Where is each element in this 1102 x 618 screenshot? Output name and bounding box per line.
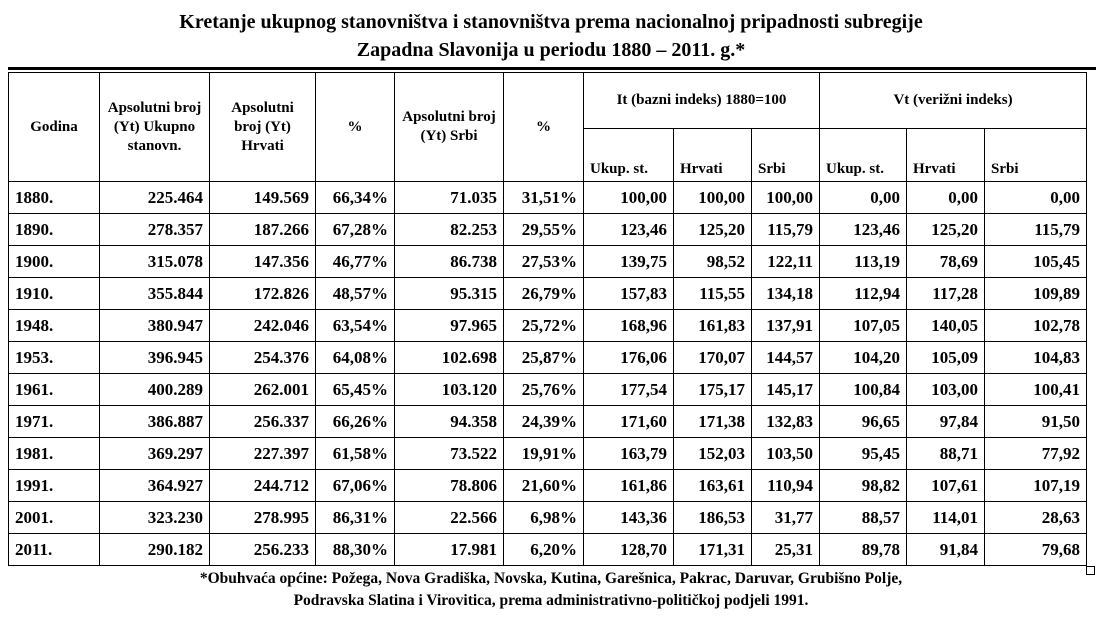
table-cell: 82.253 — [395, 214, 504, 246]
table-cell: 28,63 — [985, 502, 1087, 534]
table-cell: 171,38 — [674, 406, 752, 438]
table-header — [9, 73, 1087, 182]
table-cell: 0,00 — [985, 182, 1087, 214]
table-cell: 46,77% — [316, 246, 395, 278]
table-row — [9, 310, 1087, 342]
year-cell: 1948. — [9, 310, 100, 342]
header-pct-srbi: % — [504, 73, 584, 182]
table-cell: 137,91 — [752, 310, 820, 342]
year-cell: 1910. — [9, 278, 100, 310]
table-cell: 91,50 — [985, 406, 1087, 438]
table-cell: 134,18 — [752, 278, 820, 310]
table-cell: 29,55% — [504, 214, 584, 246]
table-cell: 113,19 — [820, 246, 907, 278]
table-cell: 143,36 — [584, 502, 674, 534]
table-cell: 139,75 — [584, 246, 674, 278]
table-cell: 86.738 — [395, 246, 504, 278]
table-cell: 103.120 — [395, 374, 504, 406]
table-cell: 78.806 — [395, 470, 504, 502]
table-row — [9, 534, 1087, 566]
table-row — [9, 374, 1087, 406]
table-cell: 315.078 — [100, 246, 210, 278]
table-cell: 104,20 — [820, 342, 907, 374]
table-cell: 77,92 — [985, 438, 1087, 470]
header-pct-hrvati: % — [316, 73, 395, 182]
header-vt: Vt (verižni indeks) — [820, 73, 1087, 129]
table-cell: 71.035 — [395, 182, 504, 214]
footnote-line-2: Podravska Slatina i Virovitica, prema administrativno-političkoj podjeli 1991. — [293, 592, 809, 609]
table-cell: 94.358 — [395, 406, 504, 438]
table-row — [9, 246, 1087, 278]
table-cell: 262.001 — [210, 374, 316, 406]
table-cell: 114,01 — [907, 502, 985, 534]
table-cell: 175,17 — [674, 374, 752, 406]
table-cell: 78,69 — [907, 246, 985, 278]
footnote-line-1: *Obuhvaća općine: Požega, Nova Gradiška, Novska, Kutina, Garešnica, Pakrac, Daruvar, Grubišno Polje, — [199, 570, 903, 587]
table-cell: 161,83 — [674, 310, 752, 342]
header-abs-ukupno: Apsolutni broj (Yt) Ukupno stanovn. — [100, 73, 210, 182]
table-cell: 369.297 — [100, 438, 210, 470]
year-cell: 1961. — [9, 374, 100, 406]
table-cell: 22.566 — [395, 502, 504, 534]
table-cell: 67,28% — [316, 214, 395, 246]
table-row — [9, 214, 1087, 246]
table-cell: 125,20 — [674, 214, 752, 246]
table-cell: 103,00 — [907, 374, 985, 406]
table-cell: 21,60% — [504, 470, 584, 502]
table-cell: 100,00 — [752, 182, 820, 214]
table-cell: 112,94 — [820, 278, 907, 310]
table-cell: 380.947 — [100, 310, 210, 342]
year-cell: 1981. — [9, 438, 100, 470]
table-cell: 95,45 — [820, 438, 907, 470]
table-cell: 103,50 — [752, 438, 820, 470]
table-cell: 177,54 — [584, 374, 674, 406]
table-cell: 168,96 — [584, 310, 674, 342]
year-cell: 1971. — [9, 406, 100, 438]
header-vt-srbi: Srbi — [985, 129, 1087, 182]
table-cell: 61,58% — [316, 438, 395, 470]
year-cell: 1900. — [9, 246, 100, 278]
table-cell: 161,86 — [584, 470, 674, 502]
table-cell: 163,61 — [674, 470, 752, 502]
table-cell: 0,00 — [907, 182, 985, 214]
table-cell: 95.315 — [395, 278, 504, 310]
table-cell: 89,78 — [820, 534, 907, 566]
table-cell: 100,00 — [674, 182, 752, 214]
table-cell: 97.965 — [395, 310, 504, 342]
year-cell: 1890. — [9, 214, 100, 246]
table-cell: 65,45% — [316, 374, 395, 406]
table-cell: 396.945 — [100, 342, 210, 374]
table-cell: 24,39% — [504, 406, 584, 438]
table-cell: 227.397 — [210, 438, 316, 470]
footnote — [0, 568, 1102, 612]
table-cell: 186,53 — [674, 502, 752, 534]
table-cell: 105,09 — [907, 342, 985, 374]
table-cell: 91,84 — [907, 534, 985, 566]
table-cell: 109,89 — [985, 278, 1087, 310]
table-cell: 104,83 — [985, 342, 1087, 374]
table-cell: 323.230 — [100, 502, 210, 534]
table-cell: 254.376 — [210, 342, 316, 374]
table-cell: 290.182 — [100, 534, 210, 566]
table-cell: 278.995 — [210, 502, 316, 534]
year-cell: 1880. — [9, 182, 100, 214]
table-cell: 115,79 — [752, 214, 820, 246]
header-it-hrvati: Hrvati — [674, 129, 752, 182]
table-cell: 66,34% — [316, 182, 395, 214]
table-row — [9, 438, 1087, 470]
table-cell: 115,55 — [674, 278, 752, 310]
title-line-1: Kretanje ukupnog stanovništva i stanovništva prema nacionalnoj pripadnosti subregije — [179, 11, 923, 33]
table-cell: 140,05 — [907, 310, 985, 342]
table-cell: 107,19 — [985, 470, 1087, 502]
year-cell: 1991. — [9, 470, 100, 502]
table-cell: 88,30% — [316, 534, 395, 566]
table-cell: 27,53% — [504, 246, 584, 278]
table-cell: 96,65 — [820, 406, 907, 438]
year-cell: 2011. — [9, 534, 100, 566]
table-cell: 98,52 — [674, 246, 752, 278]
table-cell: 242.046 — [210, 310, 316, 342]
table-cell: 19,91% — [504, 438, 584, 470]
table-cell: 171,31 — [674, 534, 752, 566]
table-cell: 6,98% — [504, 502, 584, 534]
header-godina: Godina — [9, 73, 100, 182]
table-cell: 132,83 — [752, 406, 820, 438]
table-cell: 149.569 — [210, 182, 316, 214]
title-rule — [8, 67, 1096, 70]
title-line-2: Zapadna Slavonija u periodu 1880 – 2011. g.* — [356, 39, 746, 61]
table-cell: 31,77 — [752, 502, 820, 534]
table-cell: 123,46 — [820, 214, 907, 246]
table-cell: 170,07 — [674, 342, 752, 374]
table-cell: 256.233 — [210, 534, 316, 566]
table-cell: 64,08% — [316, 342, 395, 374]
table-cell: 66,26% — [316, 406, 395, 438]
table-cell: 88,57 — [820, 502, 907, 534]
table-cell: 25,31 — [752, 534, 820, 566]
table-cell: 25,72% — [504, 310, 584, 342]
table-cell: 110,94 — [752, 470, 820, 502]
table-cell: 386.887 — [100, 406, 210, 438]
table-row — [9, 502, 1087, 534]
table-cell: 6,20% — [504, 534, 584, 566]
table-cell: 157,83 — [584, 278, 674, 310]
table-row — [9, 278, 1087, 310]
table-cell: 128,70 — [584, 534, 674, 566]
table-cell: 100,00 — [584, 182, 674, 214]
table-cell: 73.522 — [395, 438, 504, 470]
corner-marker — [1086, 566, 1095, 575]
table-cell: 17.981 — [395, 534, 504, 566]
table-row — [9, 470, 1087, 502]
table-cell: 115,79 — [985, 214, 1087, 246]
header-vt-ukup: Ukup. st. — [820, 129, 907, 182]
table-row — [9, 182, 1087, 214]
table-cell: 100,41 — [985, 374, 1087, 406]
table-cell: 123,46 — [584, 214, 674, 246]
population-table — [8, 72, 1087, 566]
header-it: It (bazni indeks) 1880=100 — [584, 73, 820, 129]
table-cell: 144,57 — [752, 342, 820, 374]
table-cell: 67,06% — [316, 470, 395, 502]
table-cell: 225.464 — [100, 182, 210, 214]
table-cell: 152,03 — [674, 438, 752, 470]
header-abs-srbi: Apsolutni broj (Yt) Srbi — [395, 73, 504, 182]
table-row — [9, 406, 1087, 438]
table-cell: 107,61 — [907, 470, 985, 502]
table-row — [9, 342, 1087, 374]
table-cell: 176,06 — [584, 342, 674, 374]
year-cell: 2001. — [9, 502, 100, 534]
table-cell: 244.712 — [210, 470, 316, 502]
table-cell: 31,51% — [504, 182, 584, 214]
table-cell: 97,84 — [907, 406, 985, 438]
table-cell: 48,57% — [316, 278, 395, 310]
header-abs-hrvati: Apsolutni broj (Yt) Hrvati — [210, 73, 316, 182]
table-cell: 147.356 — [210, 246, 316, 278]
table-cell: 355.844 — [100, 278, 210, 310]
table-cell: 100,84 — [820, 374, 907, 406]
header-it-srbi: Srbi — [752, 129, 820, 182]
table-cell: 79,68 — [985, 534, 1087, 566]
year-cell: 1953. — [9, 342, 100, 374]
table-cell: 256.337 — [210, 406, 316, 438]
table-cell: 26,79% — [504, 278, 584, 310]
table-cell: 107,05 — [820, 310, 907, 342]
table-cell: 63,54% — [316, 310, 395, 342]
table-cell: 0,00 — [820, 182, 907, 214]
table-cell: 88,71 — [907, 438, 985, 470]
table-cell: 117,28 — [907, 278, 985, 310]
table-cell: 163,79 — [584, 438, 674, 470]
table-cell: 187.266 — [210, 214, 316, 246]
header-vt-hrvati: Hrvati — [907, 129, 985, 182]
table-cell: 171,60 — [584, 406, 674, 438]
table-cell: 86,31% — [316, 502, 395, 534]
table-cell: 172.826 — [210, 278, 316, 310]
table-cell: 122,11 — [752, 246, 820, 278]
header-it-ukup: Ukup. st. — [584, 129, 674, 182]
table-cell: 102,78 — [985, 310, 1087, 342]
table-cell: 400.289 — [100, 374, 210, 406]
table-cell: 105,45 — [985, 246, 1087, 278]
table-cell: 125,20 — [907, 214, 985, 246]
table-cell: 145,17 — [752, 374, 820, 406]
table-cell: 25,76% — [504, 374, 584, 406]
table-cell: 364.927 — [100, 470, 210, 502]
table-cell: 98,82 — [820, 470, 907, 502]
table-body — [9, 182, 1087, 566]
table-title — [0, 8, 1102, 64]
table-cell: 25,87% — [504, 342, 584, 374]
table-cell: 102.698 — [395, 342, 504, 374]
table-cell: 278.357 — [100, 214, 210, 246]
